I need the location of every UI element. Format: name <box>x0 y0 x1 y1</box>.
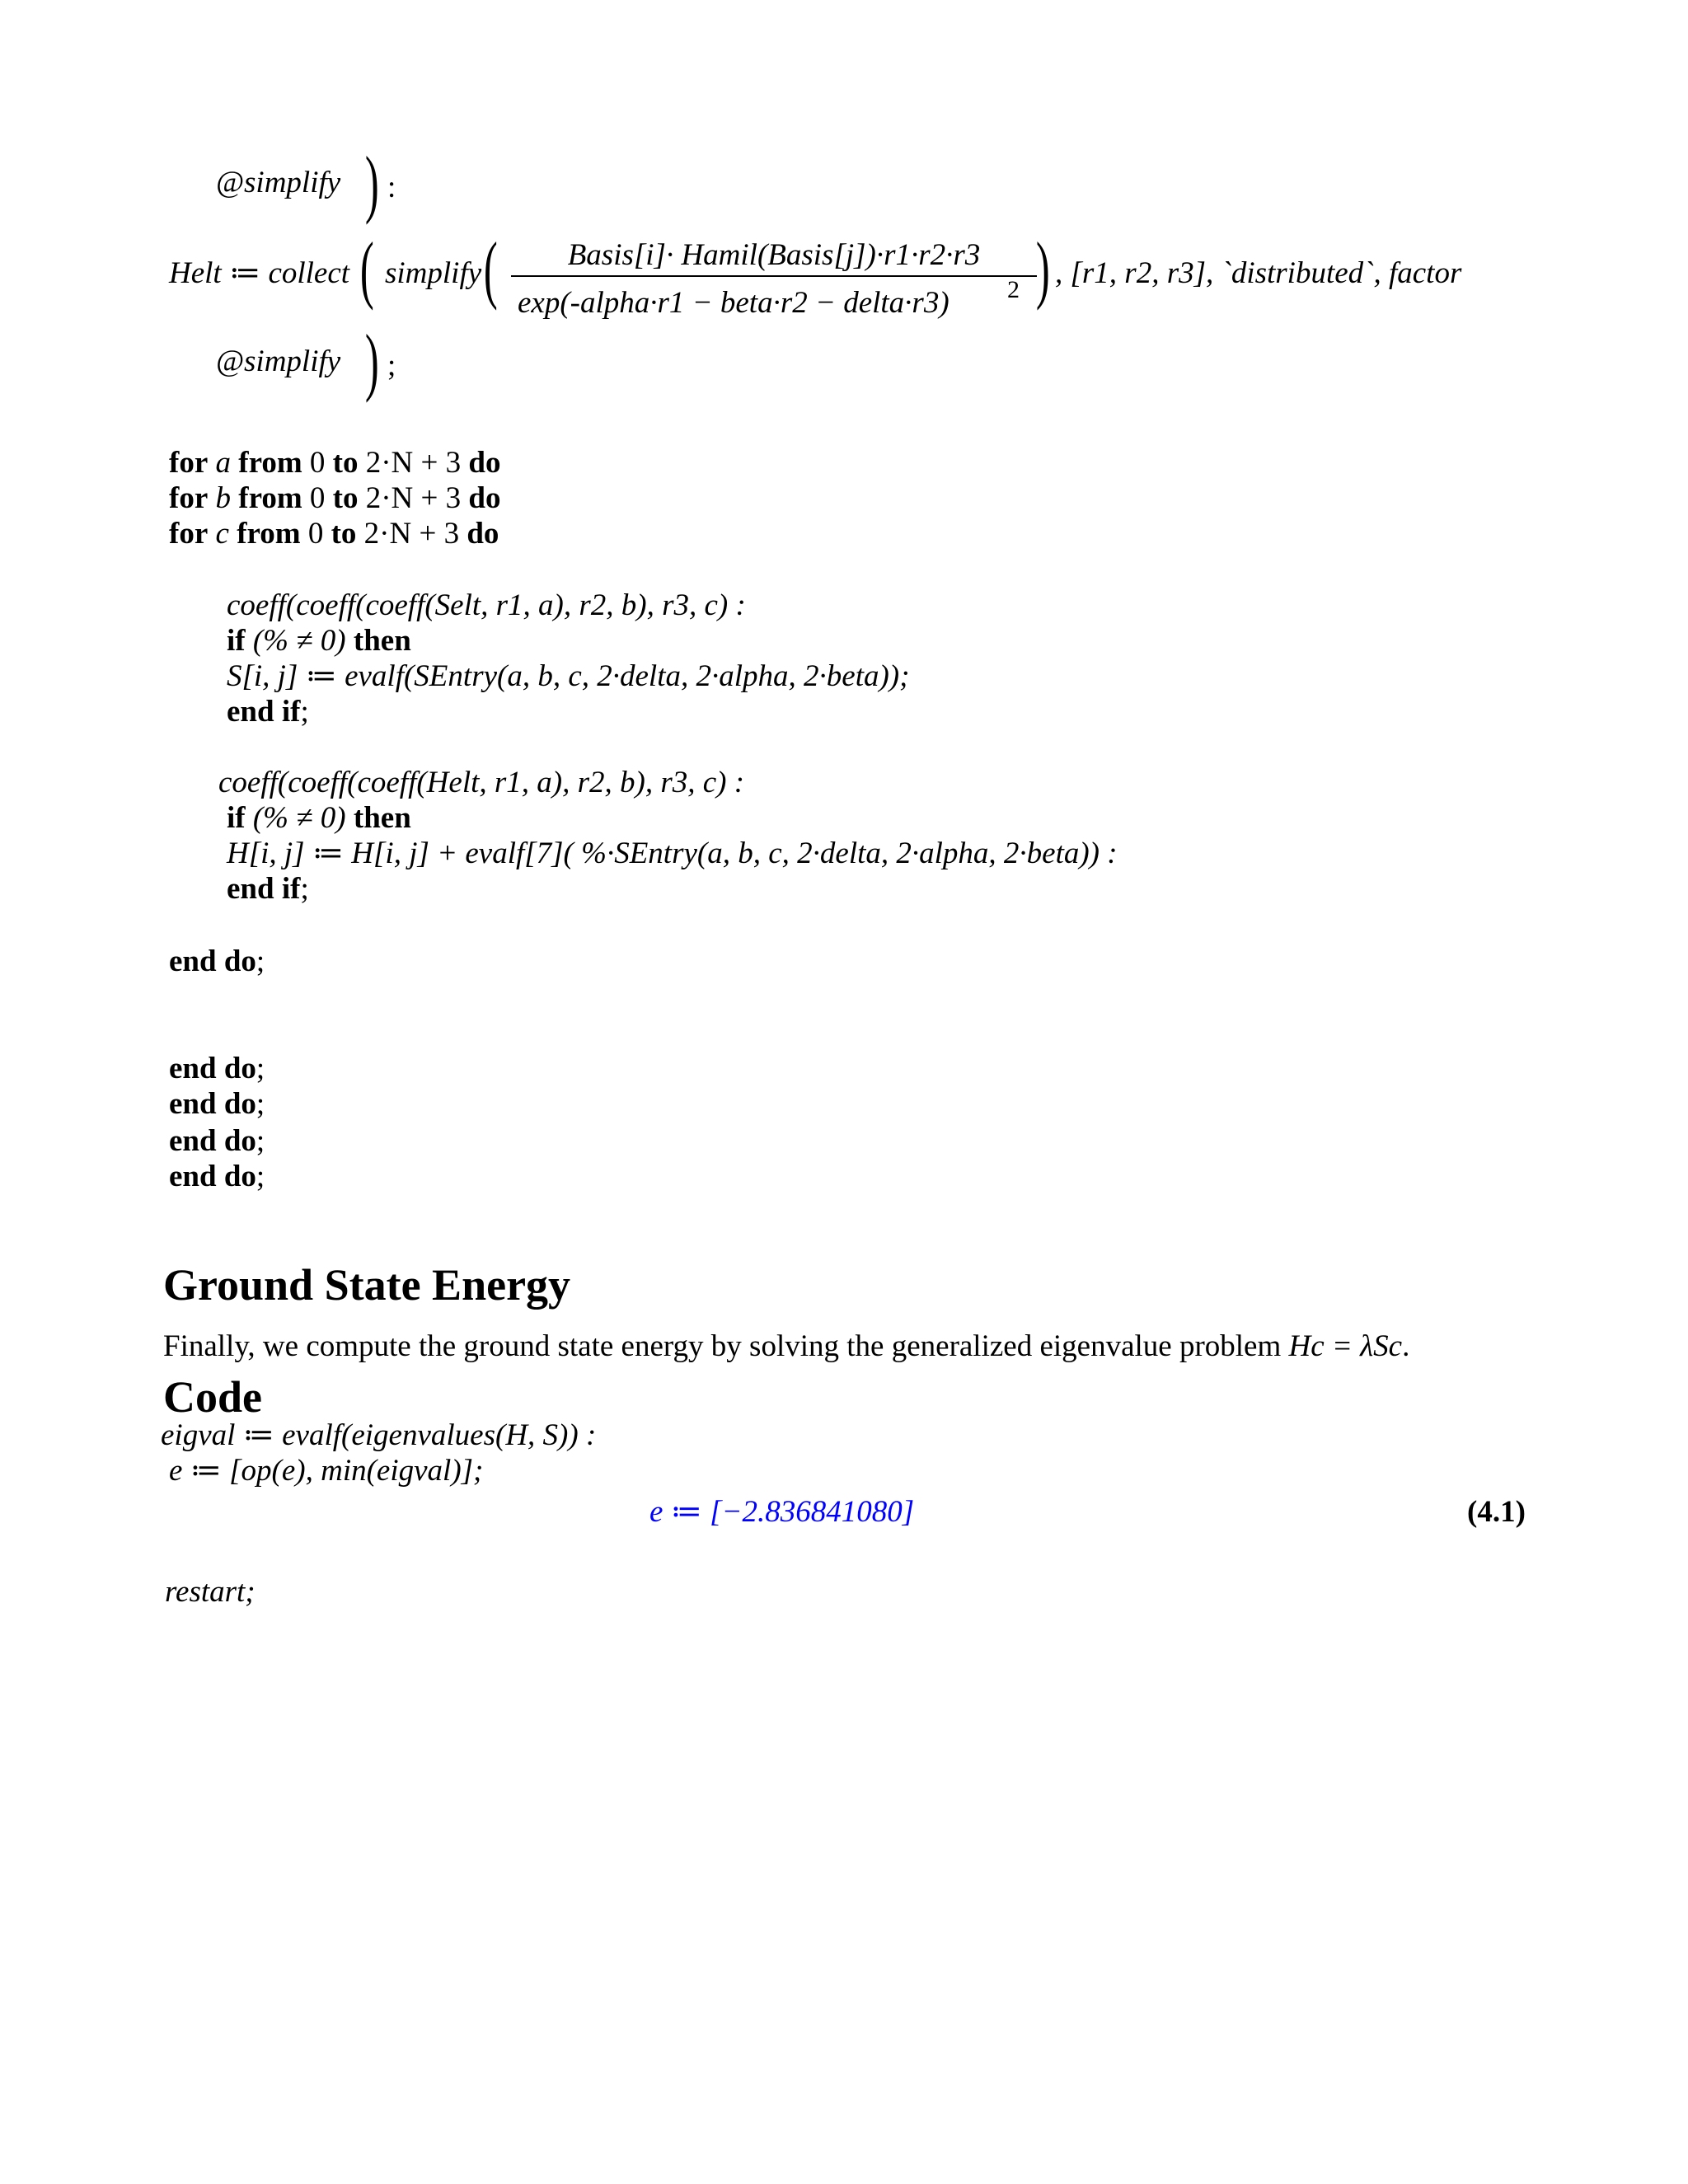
end-do-2: end do; <box>169 1052 265 1085</box>
section-heading: Ground State Energy <box>163 1260 571 1310</box>
close-paren-simplify: ) <box>1035 227 1050 311</box>
helt-assignment <box>169 255 349 292</box>
e-assign-line: e ≔ [op(e), min(eigval)]; <box>169 1454 484 1488</box>
end-do-4: end do; <box>169 1124 265 1158</box>
section-paragraph: Finally, we compute the ground state energy by solving the generalized eigenvalue problem Hc = λSc. <box>163 1329 1410 1363</box>
h-if-line: if (% ≠ 0) then <box>227 801 411 835</box>
h-coeff-line: coeff(coeff(coeff(Helt, r1, a), r2, b), r3, c) : <box>218 766 745 799</box>
s-if-line: if (% ≠ 0) then <box>227 624 411 658</box>
open-paren-collect: ( <box>359 227 374 311</box>
simplify-tail-1: @simplify <box>216 166 341 199</box>
output-result: e ≔ [−2.836841080] <box>649 1495 915 1529</box>
end-do-5: end do; <box>169 1160 265 1193</box>
open-paren-simplify: ( <box>483 227 498 311</box>
eigval-line: eigval ≔ evalf(eigenvalues(H, S)) : <box>161 1418 597 1452</box>
for-loop-b: for b from 0 to 2·N + 3 do <box>169 481 501 515</box>
semicolon-1: ; <box>387 349 396 382</box>
end-do-1: end do; <box>169 944 265 978</box>
helt-lhs: Helt <box>169 256 222 290</box>
close-paren-1: ) <box>364 141 379 225</box>
fraction-numerator: Basis[i]· Hamil(Basis[j])·r1·r2·r3 <box>511 237 1037 277</box>
exponent: 2 <box>1007 276 1020 303</box>
equation-label: (4.1) <box>1467 1495 1526 1529</box>
simplify-tail-2: @simplify <box>216 344 341 378</box>
code-heading: Code <box>163 1372 262 1422</box>
s-assign-line: S[i, j] ≔ evalf(SEntry(a, b, c, 2·delta, 2·alpha, 2·beta)); <box>227 659 910 693</box>
simplify-fn: simplify <box>385 256 482 290</box>
colon-1: : <box>387 171 396 204</box>
h-endif-line: end if; <box>227 872 309 906</box>
end-do-3: end do; <box>169 1087 265 1121</box>
restart-line: restart; <box>165 1575 256 1609</box>
s-endif-line: end if; <box>227 695 309 729</box>
assign-op: ≔ <box>228 256 261 290</box>
collect-args-tail: , [r1, r2, r3], `distributed`, factor <box>1055 256 1462 290</box>
s-coeff-line: coeff(coeff(coeff(Selt, r1, a), r2, b), r3, c) : <box>227 588 746 622</box>
close-paren-2: ) <box>364 319 379 403</box>
for-loop-a: for a from 0 to 2·N + 3 do <box>169 446 501 480</box>
for-loop-c: for c from 0 to 2·N + 3 do <box>169 517 499 551</box>
fraction-denominator: exp(-alpha·r1 − beta·r2 − delta·r3) <box>518 286 950 320</box>
h-assign-line: H[i, j] ≔ H[i, j] + evalf[7]( %·SEntry(a, b, c, 2·delta, 2·alpha, 2·beta)) : <box>227 837 1118 870</box>
collect-fn: collect <box>268 256 350 290</box>
